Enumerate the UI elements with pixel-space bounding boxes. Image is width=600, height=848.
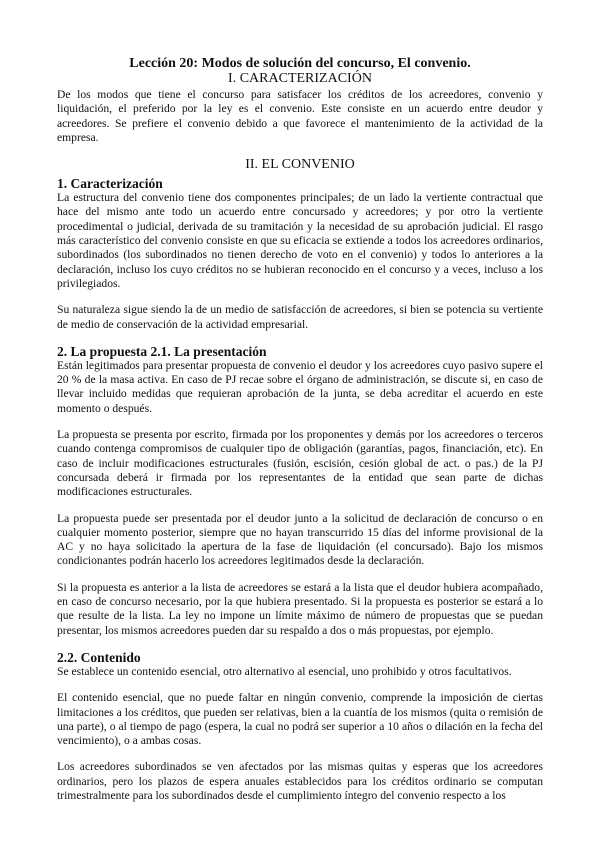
paragraph: Su naturaleza sigue siendo la de un medio de satisfacción de acreedores, si bien se potencia su vertiente de medio de conservación de la actividad empresarial. bbox=[57, 303, 543, 331]
paragraph: Si la propuesta es anterior a la lista de acreedores se estará a la lista que el deudor hubiera acompañado, en caso de concurso necesario, por la que hubiera presentado. Si la propuesta es posterior se estará a lo que resulte de la lista. La ley no impone un límite máximo de número de propuestas que se puedan presentar, los mismos acreedores pueden dar su respaldo a dos o más propuestas, por ejemplo. bbox=[57, 580, 543, 637]
heading-propuesta: 2. La propuesta 2.1. La presentación bbox=[57, 343, 267, 359]
paragraph: Los acreedores subordinados se ven afectados por las mismas quitas y esperas que los acreedores ordinarios, pero los plazos de espera anuales establecidos para los créditos ordinario se computan trimestralmente para los subordinados desde el cumplimiento íntegro del convenio respecto a los bbox=[57, 760, 543, 802]
heading-contenido: 2.2. Contenido bbox=[57, 649, 141, 665]
section-i-heading: I. CARACTERIZACIÓN bbox=[228, 71, 372, 86]
paragraph: Están legitimados para presentar propuesta de convenio el deudor y los acreedores cuyo pasivo supere el 20 % de la masa activa. En caso de PJ recae sobre el órgano de administración, se discute si, en caso de llevar incluido medidas que requieran aprobación de la junta, se deba acreditar el acuerdo en este momento o después. bbox=[57, 358, 543, 415]
paragraph: La propuesta se presenta por escrito, firmada por los proponentes y demás por los acreedores o terceros cuando contenga compromisos de cualquier tipo de obligación (garantías, pagos, financiación, etc). En caso de incluir modificaciones estructurales (fusión, escisión, cesión global de act. o pas.) de la PJ concursada deberá ir firmada por los representantes de la entidad que sean parte de dichas modificaciones estructurales. bbox=[57, 428, 543, 499]
lesson-title: Lección 20: Modos de solución del concurso, El convenio. bbox=[129, 56, 471, 71]
paragraph: El contenido esencial, que no puede faltar en ningún convenio, comprende la imposición de ciertas limitaciones a los créditos, que pueden ser relativas, bien a la cuantía de los mismos (quita o remisión de una parte), o al tiempo de pago (espera, la cual no podrá ser superior a 10 años o dilación en la fecha del vencimiento), o a ambas cosas. bbox=[57, 691, 543, 748]
intro-paragraph: De los modos que tiene el concurso para satisfacer los créditos de los acreedores, convenio y liquidación, el preferido por la ley es el convenio. Este consiste en un acuerdo entre deudor y acreedores. Se prefiere el convenio debido a que favorece el mantenimiento de la actividad de la empresa. bbox=[57, 88, 543, 144]
section-ii-heading: II. EL CONVENIO bbox=[245, 157, 355, 173]
paragraph: Se establece un contenido esencial, otro alternativo al esencial, uno prohibido y otros facultativos. bbox=[57, 664, 512, 678]
paragraph: La estructura del convenio tiene dos componentes principales; de un lado la vertiente contractual que hace del mismo ante todo un acuerdo entre concursado y acreedores; y por otro la vertiente procedimental o judicial, derivada de su tramitación y la necesidad de su aprobación judicial. El rasgo más característico del convenio consiste en que su eficacia se extiende a todos los acreedores ordinarios, subordinados (los subordinados no tienen derecho de voto en el convenio) y todos lo anteriores a la declaración, incluso los cuyo créditos no se hubieran reconocido en el concurso y a veces, incluso a los privilegiados. bbox=[57, 191, 543, 290]
paragraph: La propuesta puede ser presentada por el deudor junto a la solicitud de declaración de concurso o en cualquier momento posterior, siempre que no hayan transcurrido 15 días del informe provisional de la AC y no haya solicitado la apertura de la fase de liquidación (el concursado). Bajo los mismos condicionantes podrán hacerlo los acreedores legitimados desde la declaración. bbox=[57, 511, 543, 568]
document-page bbox=[57, 56, 543, 803]
heading-caracterizacion: 1. Caracterización bbox=[57, 176, 163, 192]
